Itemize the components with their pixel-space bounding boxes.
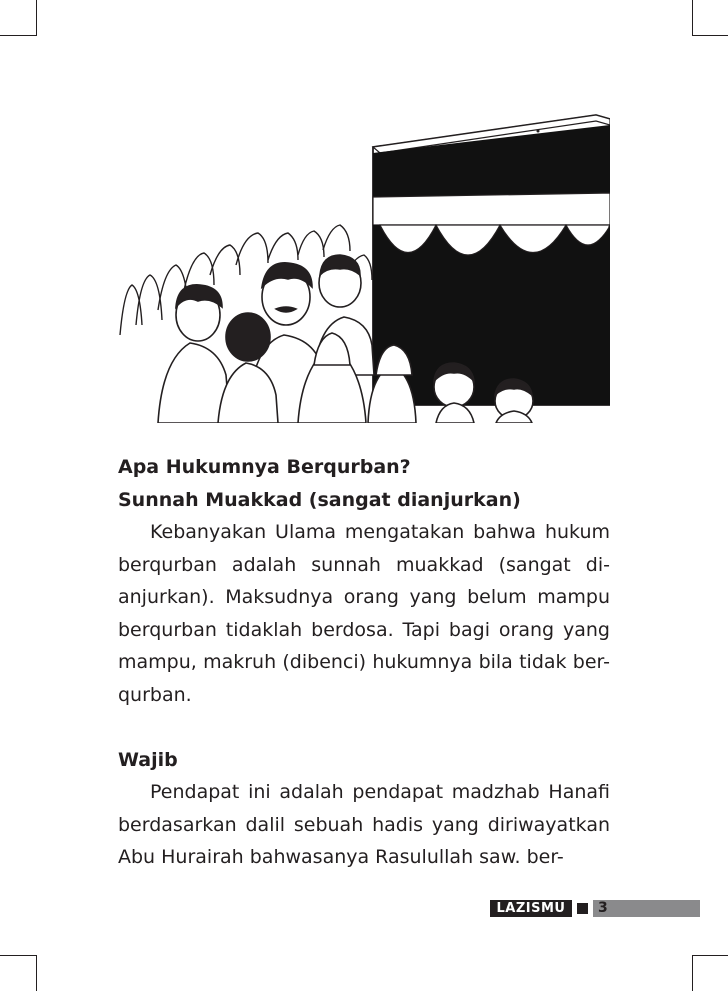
sub-heading: Sunnah Muakkad (sangat dianjurkan) xyxy=(118,488,521,511)
crop-mark xyxy=(692,0,693,36)
section-heading: Apa Hukumnya Berqurban? xyxy=(118,456,411,478)
page-footer xyxy=(490,900,700,917)
paragraph-spacer xyxy=(118,711,610,744)
article-body xyxy=(118,451,610,874)
footer-brand: LAZISMU xyxy=(490,900,572,917)
page-number: 3 xyxy=(593,900,700,917)
crop-mark xyxy=(692,955,728,956)
crop-mark xyxy=(692,35,728,36)
paragraph: Kebanyakan Ulama mengatakan bahwa hukum berqurban adalah sunnah muakkad (sangat di-anjurkan). Maksudnya orang yang belum mampu berqurban tidaklah berdosa. Tapi bagi orang yang mampu, makruh (dibenci) hukumnya bila tidak ber-qurban. xyxy=(118,521,610,706)
crop-mark xyxy=(36,0,37,36)
section-heading: Wajib xyxy=(118,748,178,771)
paragraph: Pendapat ini adalah pendapat madzhab Hanafi berdasarkan dalil sebuah hadis yang diriwayatkan Abu Hurairah bahwasanya Rasulullah saw. ber- xyxy=(118,781,610,868)
kaaba-crowd-illustration xyxy=(118,75,610,423)
crop-mark xyxy=(692,955,693,991)
crop-mark xyxy=(0,955,36,956)
crop-mark xyxy=(0,35,36,36)
square-icon xyxy=(577,903,588,914)
crop-mark xyxy=(36,955,37,991)
